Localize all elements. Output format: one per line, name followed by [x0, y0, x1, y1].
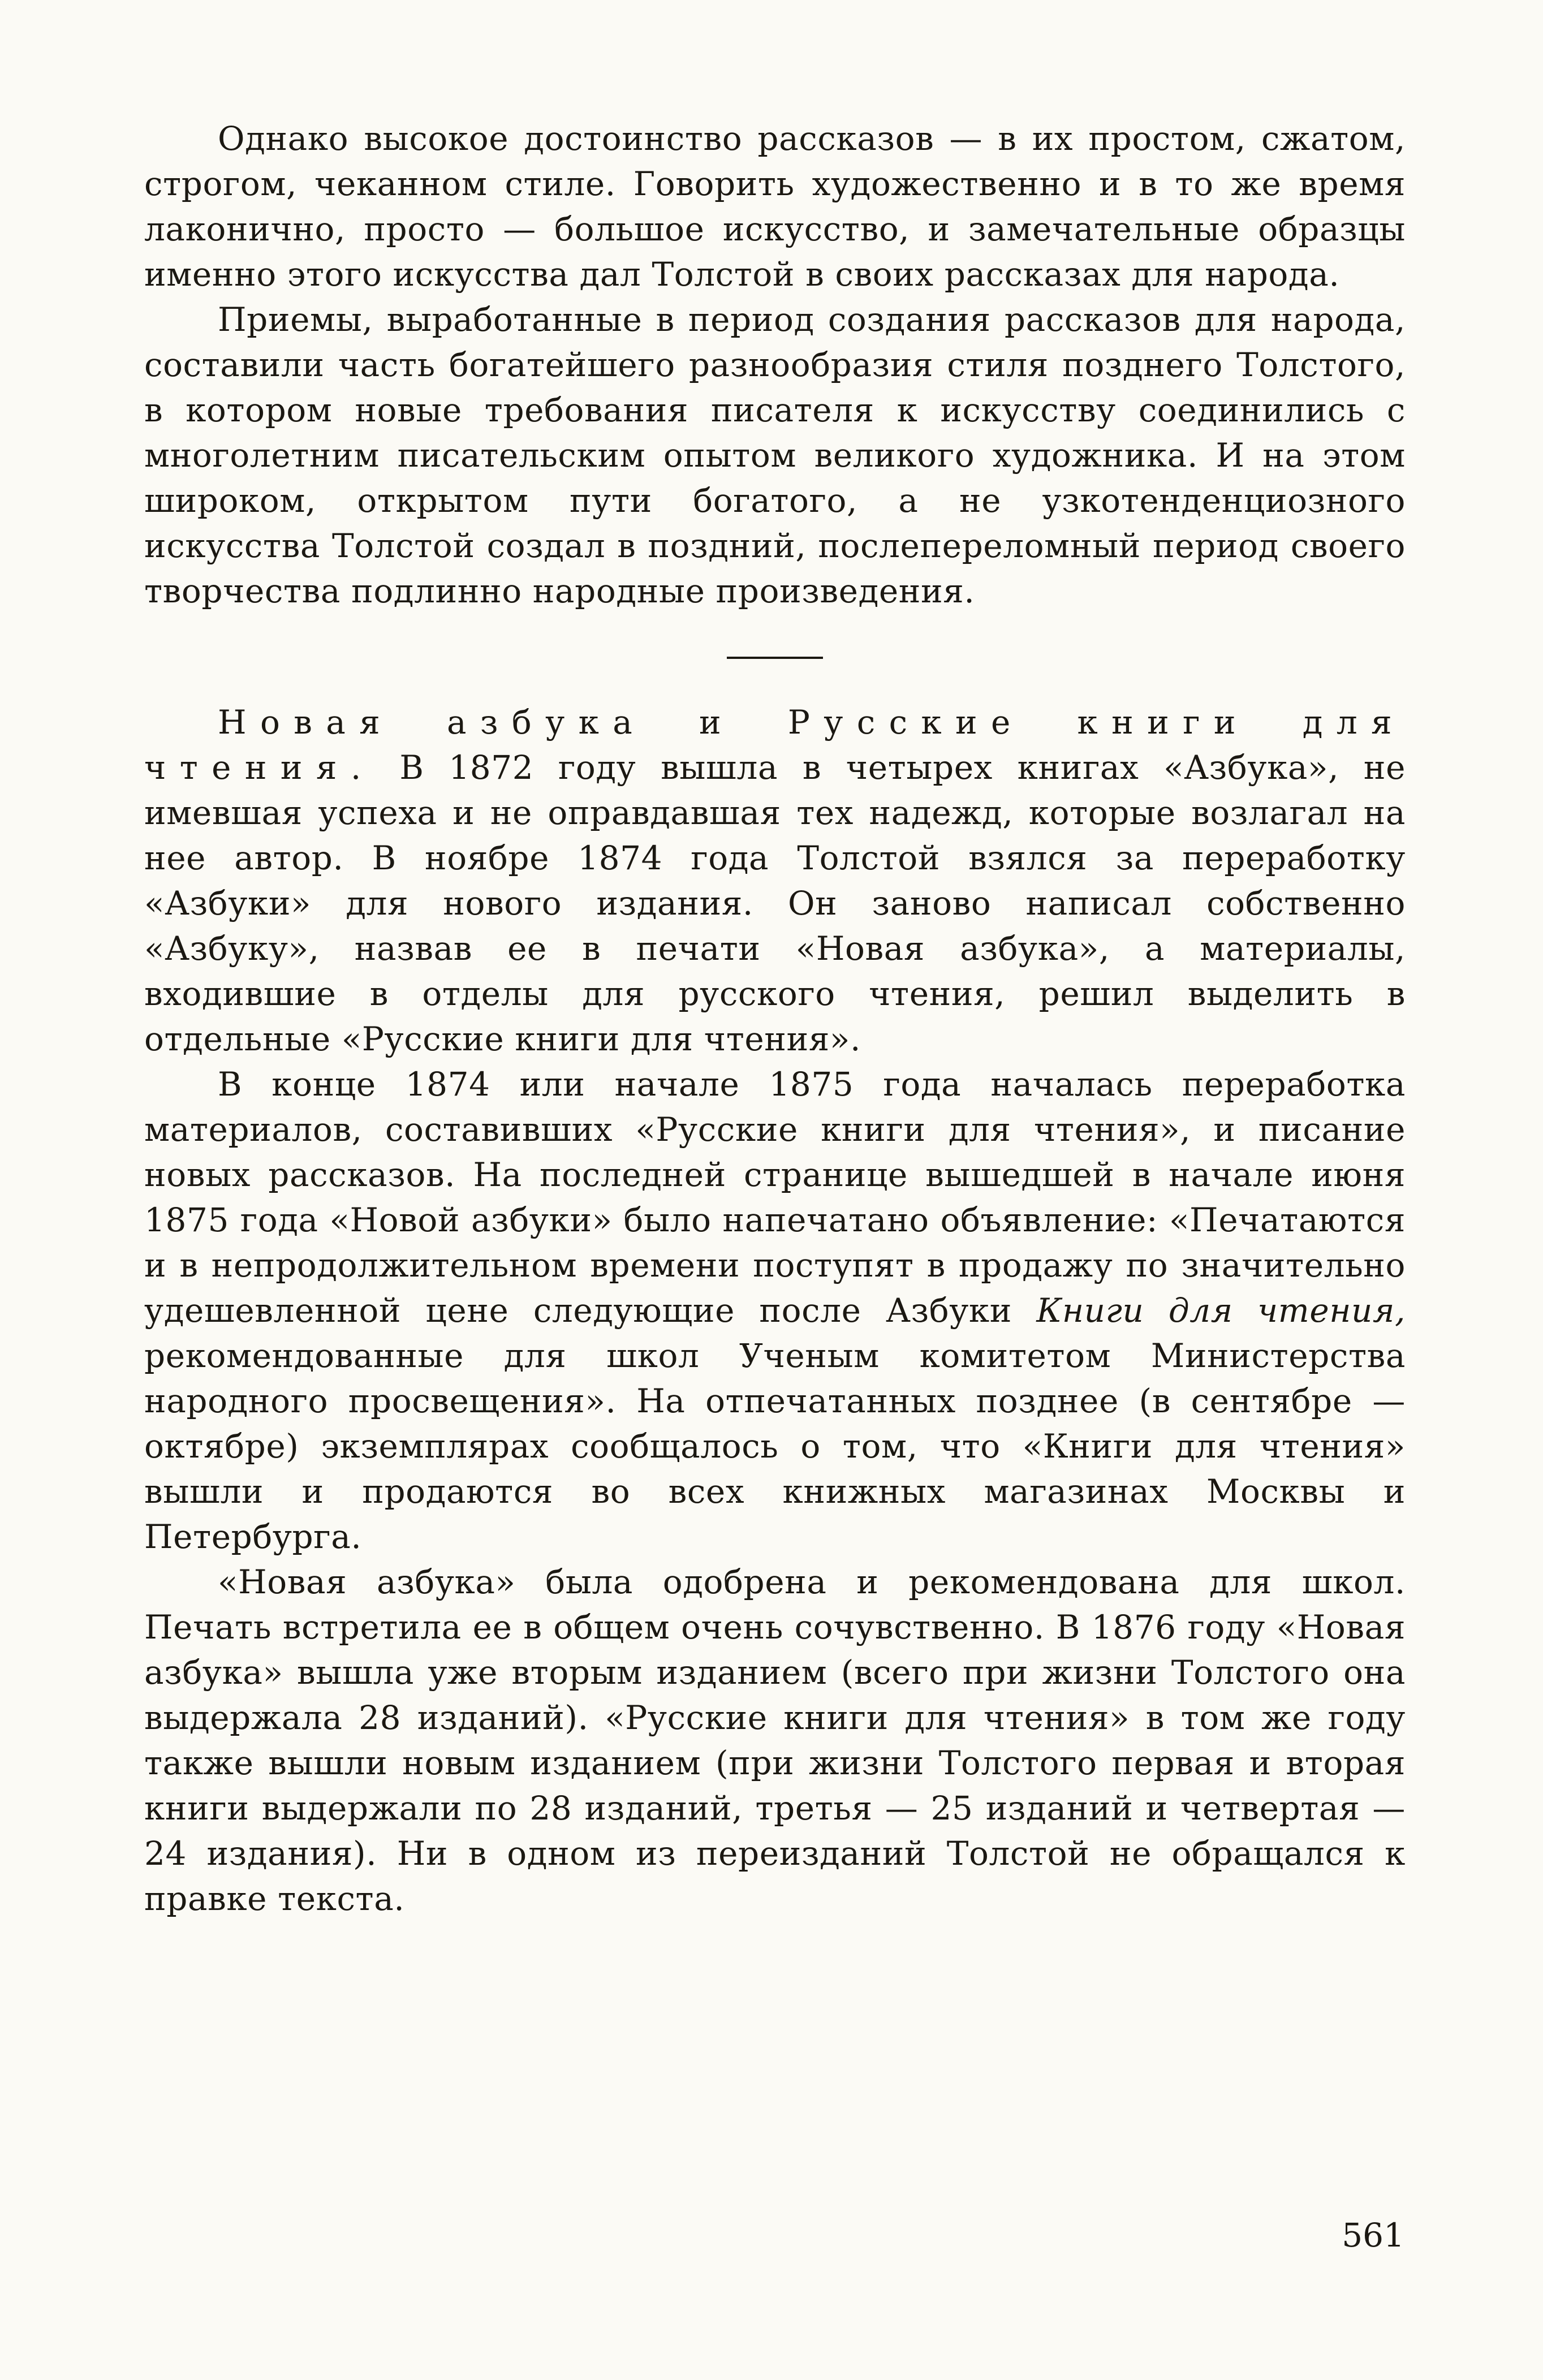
paragraph: «Новая азбука» была одобрена и рекомендована для школ. Печать встретила ее в общем очень сочувственно. В 1876 году «Новая азбука» вышла уже вторым изданием (всего при жизни Толстого она выдержала 28 изданий). «Русские книги для чтения» в том же году также вышли новым изданием (при жизни Толстого первая и вторая книги выдержали по 28 изданий, третья — 25 изданий и четвертая — 24 издания). Ни в одном из переизданий Толстой не обращался к правке текста. [144, 1563, 1406, 1918]
paragraph-text: В конце 1874 или начале 1875 года началась переработка материалов, составивших «Русские книги для чтения», и писание новых рассказов. На последней странице вышедшей в начале июня 1875 года «Новой азбуки» было напечатано объявление: «Печатаются и в непродолжительном времени поступят в продажу по значительно удешевленной цене следующие после Азбуки [144, 1065, 1406, 1330]
paragraph-text: В 1872 году вышла в четырех книгах «Азбука», не имевшая успеха и не оправдавшая тех надежд, которые возлагал на нее автор. В ноябре 1874 года Толстой взялся за переработку «Азбуки» для нового издания. Он заново написал собственно «Азбуку», назвав ее в печати «Новая азбука», а материалы, входившие в отделы для русского чтения, решил выделить в отдельные «Русские книги для чтения». [144, 748, 1406, 1058]
section-divider [727, 657, 823, 659]
paragraph: Приемы, выработанные в период создания рассказов для народа, составили часть богатейшего разнообразия стиля позднего Толстого, в котором новые требования писателя к искусству соединились с многолетним писательским опытом великого художника. И на этом широком, открытом пути богатого, а не узкотенденциозного искусства Толстой создал в поздний, послепереломный период своего творчества подлинно народные произведения. [144, 300, 1406, 610]
page-text-block [144, 116, 1406, 1921]
paragraph: Однако высокое достоинство рассказов — в их простом, сжатом, строгом, чеканном стиле. Говорить художественно и в то же время лаконично, просто — большое искусство, и замечательные образцы именно этого искусства дал Толстой в своих рассказах для народа. [144, 119, 1406, 294]
paragraph [144, 1062, 1406, 1559]
section-title-spaced: Новая азбука и Русские книги для чтения. [144, 703, 1406, 787]
italic-book-title: Книги для чтения, [1036, 1291, 1406, 1330]
paragraph-text: рекомендованные для школ Ученым комитетом Министерства народного просвещения». На отпечатанных позднее (в сентябре — октябре) экземплярах сообщалось о том, что «Книги для чтения» вышли и продаются во всех книжных магазинах Москвы и Петербурга. [144, 1336, 1406, 1556]
page-number: 561 [1342, 2216, 1404, 2254]
paragraph-section-start [144, 700, 1406, 1062]
